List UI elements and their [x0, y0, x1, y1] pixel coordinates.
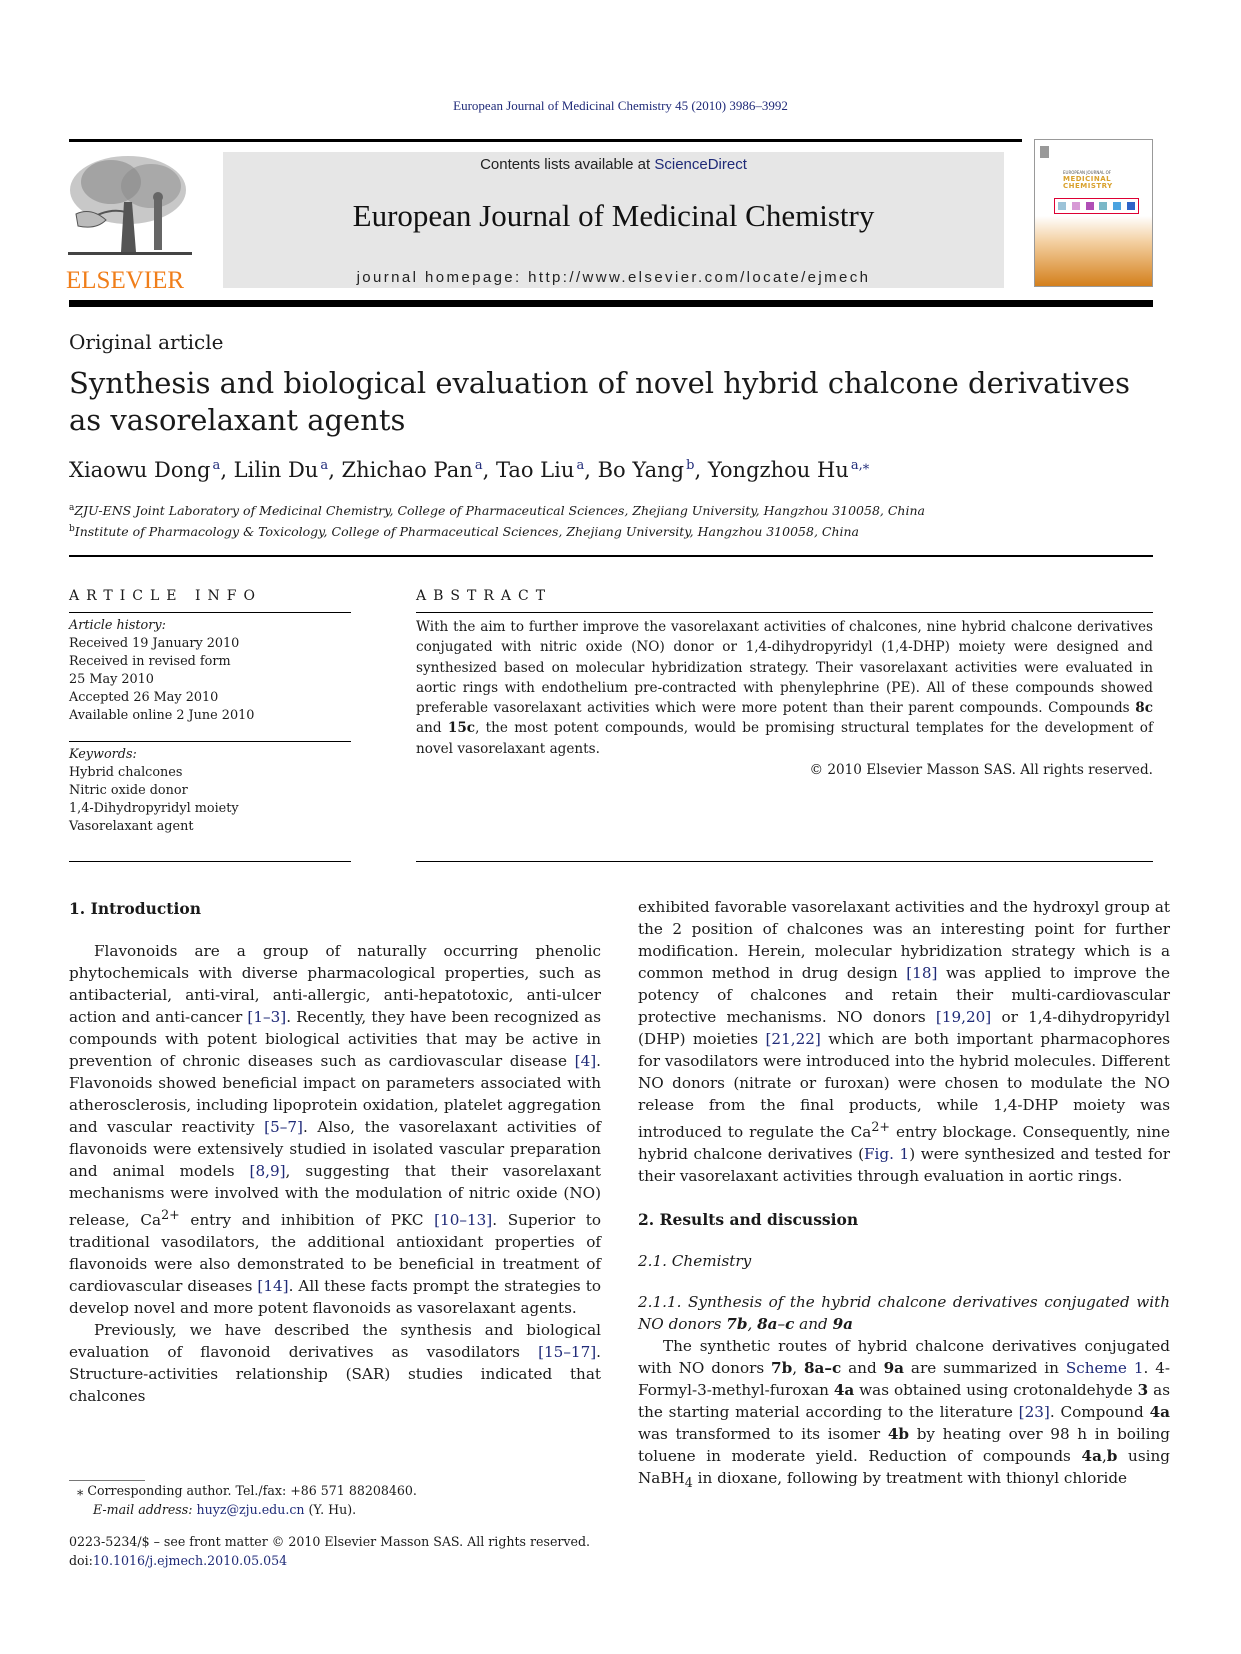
footnote-marker: ⁎: [77, 1483, 84, 1498]
citation-link[interactable]: [8,9]: [249, 1162, 286, 1180]
citation-link[interactable]: [1–3]: [247, 1008, 287, 1026]
body-column-right: [638, 896, 1170, 1494]
citation-link[interactable]: [5–7]: [264, 1118, 303, 1136]
scheme-link[interactable]: Scheme 1: [1065, 1359, 1144, 1378]
footnote-rule: [69, 1480, 145, 1481]
journal-homepage[interactable]: journal homepage: http://www.elsevier.com/locate/ejmech: [356, 269, 871, 286]
author-name[interactable]: Zhichao Pan: [341, 458, 473, 482]
keyword: Vasorelaxant agent: [69, 819, 194, 834]
publisher-logo[interactable]: [66, 152, 196, 297]
header-bottom-rule: [69, 300, 1153, 307]
divider: [69, 612, 351, 613]
history-item: Available online 2 June 2010: [69, 708, 255, 723]
abstract-panel: [416, 612, 1153, 780]
history-item: 25 May 2010: [69, 672, 154, 687]
title-block-rule: [69, 555, 1153, 557]
article-history-label: Article history:: [69, 618, 166, 633]
journal-title: European Journal of Medicinal Chemistry: [352, 198, 875, 233]
author-affiliation-marker[interactable]: a,⁎: [850, 458, 870, 473]
divider: [416, 861, 1153, 862]
article-title: Synthesis and biological evaluation of novel hybrid chalcone derivatives as vasorelaxant agents: [69, 366, 1130, 437]
divider: [416, 612, 1153, 613]
citation-link[interactable]: [4]: [574, 1052, 597, 1070]
keyword: 1,4-Dihydropyridyl moiety: [69, 801, 239, 816]
citation-link[interactable]: [23]: [1018, 1403, 1050, 1422]
citation-link[interactable]: [15–17]: [538, 1343, 597, 1362]
body-column-left: [69, 898, 601, 1407]
journal-cover-thumbnail[interactable]: [1034, 139, 1153, 287]
email-link[interactable]: huyz@zju.edu.cn: [196, 1501, 305, 1517]
cover-line1: EUROPEAN JOURNAL OF: [1063, 170, 1112, 175]
paragraph: Previously, we have described the synthesis and biological evaluation of flavonoid derivatives as vasodilators [15–17]. Structure-activities relationship (SAR) studies indicated that chalcones: [69, 1321, 601, 1406]
keywords-label: Keywords:: [69, 747, 137, 762]
affiliation-a: $^a$ZJU-ENS Joint Laboratory of Medicinal Chemistry, College of Pharmaceutical Sciences, Zhejiang University, Hangzhou 310058, China: [69, 503, 925, 519]
subsubsection-heading-synthesis: 2.1.1. Synthesis of the hybrid chalcone derivatives conjugated with NO donors 7b, 8a–c and 9a: [638, 1293, 1170, 1334]
divider: [69, 741, 351, 742]
article-type: Original article: [69, 330, 224, 354]
citation-link[interactable]: [18]: [906, 964, 938, 982]
header-top-rule: [69, 139, 1022, 142]
contents-available-line: Contents lists available at ScienceDirect: [480, 156, 747, 173]
author-affiliation-marker[interactable]: b: [686, 458, 695, 473]
author-affiliation-marker[interactable]: a: [576, 458, 585, 473]
abstract-text: With the aim to further improve the vasorelaxant activities of chalcones, nine hybrid chalcone derivatives conjugated with nitric oxide (NO) donor or 1,4-dihydropyridyl (1,4-DHP) moiety were designed and synthesized based on molecular hybridization strategy. Their vasorelaxant activities were evaluated in aortic rings with endothelium pre-contracted with phenylephrine (PE). All of these compounds showed preferable vasorelaxant activities which were more potent than their parent compounds. Compounds 8c and 15c, the most potent compounds, would be promising structural templates for the development of novel vasorelaxant agents.: [416, 619, 1153, 757]
abstract-heading: ABSTRACT: [416, 588, 553, 604]
divider: [69, 861, 351, 862]
corresponding-author-footnote: ⁎ Corresponding author. Tel./fax: +86 571 88208460. E-mail address: huyz@zju.edu.cn (Y. Hu).: [77, 1483, 417, 1517]
section-heading-results: 2. Results and discussion: [638, 1210, 859, 1230]
section-heading-introduction: 1. Introduction: [69, 899, 201, 918]
author-name[interactable]: Tao Liu: [495, 458, 575, 482]
journal-reference[interactable]: European Journal of Medicinal Chemistry 45 (2010) 3986–3992: [453, 98, 788, 113]
cover-graphic-strip: [1054, 198, 1139, 214]
citation-link[interactable]: [21,22]: [765, 1030, 821, 1048]
author-affiliation-marker[interactable]: a: [474, 458, 483, 473]
author-affiliation-marker[interactable]: a: [212, 458, 221, 473]
elsevier-tree-icon: [66, 152, 194, 262]
sciencedirect-link[interactable]: ScienceDirect: [654, 156, 747, 173]
subsection-heading-chemistry: 2.1. Chemistry: [638, 1252, 752, 1271]
author-list: Xiaowu Dong $^a$, Lilin Du $^a$, Zhichao Pan $^a$, Tao Liu $^a$, Bo Yang $^b$, Yongzhou Hu $^{a,⁎}$: [69, 458, 870, 482]
article-info-panel: [69, 612, 351, 836]
paragraph: Flavonoids are a group of naturally occurring phenolic phytochemicals with diverse pharmacological properties, such as antibacterial, anti-viral, anti-allergic, anti-hepatotoxic, anti-ulcer action and anti-cancer [1–3]. Recently, they have been recognized as compounds with potent biological activities that may be active in prevention of chronic diseases such as cardiovascular disease [4]. Flavonoids showed beneficial impact on parameters associated with atherosclerosis, including lipoprotein oxidation, platelet aggregation and vascular reactivity [5–7]. Also, the vasorelaxant activities of flavonoids were extensively studied in isolated vascular preparation and animal models [8,9], suggesting that their vasorelaxant mechanisms were involved with the modulation of nitric oxide (NO) release, $Ca^{2+}$ entry and inhibition of PKC [10–13]. Superior to traditional vasodilators, the additional antioxidant properties of flavonoids were also demonstrated to be beneficial in treatment of cardiovascular diseases [14]. All these facts prompt the strategies to develop novel and more potent flavonoids as vasorelaxant agents.: [69, 942, 602, 1318]
author-name[interactable]: Bo Yang: [597, 458, 685, 482]
citation-link[interactable]: [14]: [257, 1277, 289, 1296]
citation-link[interactable]: [19,20]: [935, 1008, 992, 1026]
abstract-copyright: © 2010 Elsevier Masson SAS. All rights reserved.: [809, 762, 1153, 779]
keyword: Hybrid chalcones: [69, 765, 183, 780]
author-name[interactable]: Xiaowu Dong: [69, 458, 211, 482]
history-item: Accepted 26 May 2010: [69, 690, 219, 705]
article-info-heading: ARTICLE INFO: [69, 588, 262, 604]
cover-title: MEDICINAL CHEMISTRY: [1063, 175, 1113, 190]
issn-doi-block: 0223-5234/$ – see front matter © 2010 Elsevier Masson SAS. All rights reserved. doi:10.1016/j.ejmech.2010.05.054: [69, 1534, 591, 1568]
journal-banner: [223, 152, 1004, 288]
keyword: Nitric oxide donor: [69, 783, 188, 798]
figure-link[interactable]: Fig. 1: [864, 1145, 910, 1164]
affiliation-b: $^b$Institute of Pharmacology & Toxicology, College of Pharmaceutical Sciences, Zhejiang University, Hangzhou 310058, China: [69, 524, 860, 540]
paragraph: exhibited favorable vasorelaxant activities and the hydroxyl group at the 2 position of chalcones was an interesting point for further modification. Herein, molecular hybridization strategy which is a common method in drug design [18] was applied to improve the potency of chalcones and retain their multi-cardiovascular protective mechanisms. NO donors [19,20] or 1,4-dihydropyridyl (DHP) moieties [21,22] which are both important pharmacophores for vasodilators were introduced into the hybrid molecules. Different NO donors (nitrate or furoxan) were chosen to modulate the NO release from the final products, while 1,4-DHP moiety was introduced to regulate the $Ca^{2+}$ entry blockage. Consequently, nine hybrid chalcone derivatives (Fig. 1) were synthesized and tested for their vasorelaxant activities through evaluation in aortic rings.: [638, 898, 1170, 1186]
paragraph: The synthetic routes of hybrid chalcone derivatives conjugated with NO donors 7b, 8a–c and 9a are summarized in Scheme 1. 4-Formyl-3-methyl-furoxan 4a was obtained using crotonaldehyde 3 as the starting material according to the literature [23]. Compound 4a was transformed to its isomer 4b by heating over 98 h in boiling toluene in moderate yield. Reduction of compounds 4a,b using NaBH$_4$ in dioxane, following by treatment with thionyl chloride: [638, 1337, 1171, 1491]
author-name[interactable]: Yongzhou Hu: [707, 458, 849, 482]
front-matter-line: 0223-5234/$ – see front matter © 2010 Elsevier Masson SAS. All rights reserved.: [69, 1534, 591, 1549]
citation-link[interactable]: [10–13]: [434, 1211, 493, 1230]
author-name[interactable]: Lilin Du: [233, 458, 319, 482]
doi-link[interactable]: 10.1016/j.ejmech.2010.05.054: [92, 1552, 288, 1568]
cover-logo-icon: [1040, 146, 1049, 158]
author-affiliation-marker[interactable]: a: [320, 458, 329, 473]
history-item: Received in revised form: [69, 654, 231, 669]
elsevier-wordmark: ELSEVIER: [66, 267, 185, 294]
history-item: Received 19 January 2010: [69, 636, 240, 651]
affiliations: [69, 499, 925, 541]
